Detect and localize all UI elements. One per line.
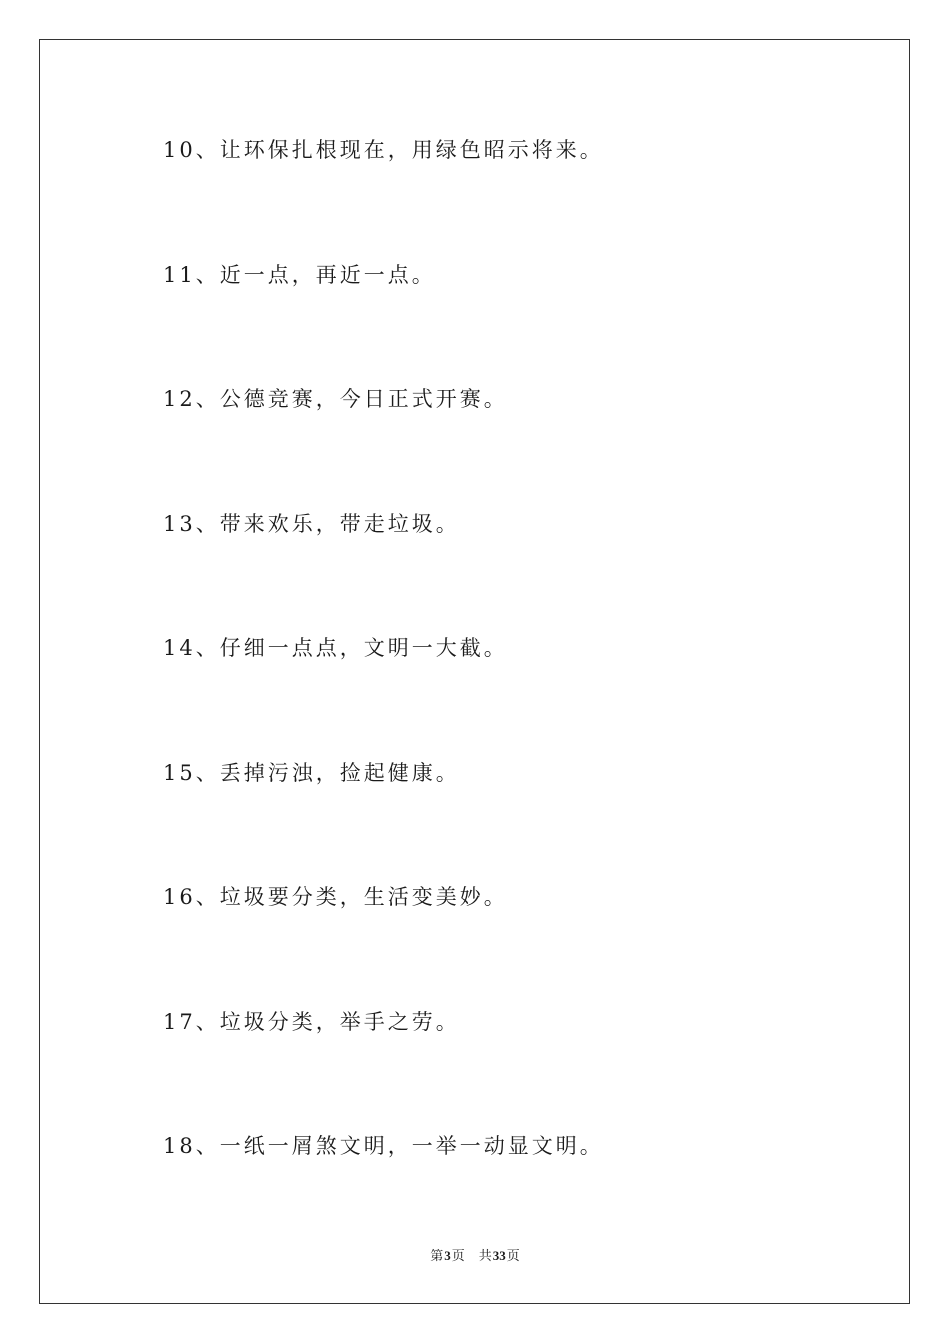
slogan-line-13: 13、带来欢乐，带走垃圾。 xyxy=(163,512,460,536)
slogan-line-16: 16、垃圾要分类，生活变美妙。 xyxy=(163,885,508,909)
slogan-line-15: 15、丢掉污浊，捡起健康。 xyxy=(163,761,460,785)
page-footer xyxy=(0,1248,950,1264)
slogan-line-17: 17、垃圾分类，举手之劳。 xyxy=(163,1010,460,1034)
slogan-line-12: 12、公德竞赛，今日正式开赛。 xyxy=(163,387,508,411)
page-suffix: 页 xyxy=(451,1248,465,1263)
page-prefix: 第 xyxy=(430,1248,444,1263)
slogan-line-14: 14、仔细一点点，文明一大截。 xyxy=(163,636,508,660)
page-number: 3 xyxy=(444,1248,451,1263)
total-pages: 33 xyxy=(492,1248,506,1263)
total-suffix: 页 xyxy=(506,1248,520,1263)
slogan-line-10: 10、让环保扎根现在，用绿色昭示将来。 xyxy=(163,138,604,162)
page-border xyxy=(39,39,910,1304)
slogan-line-18: 18、一纸一屑煞文明，一举一动显文明。 xyxy=(163,1134,604,1158)
slogan-line-11: 11、近一点，再近一点。 xyxy=(163,263,436,287)
total-prefix: 共 xyxy=(478,1248,492,1263)
